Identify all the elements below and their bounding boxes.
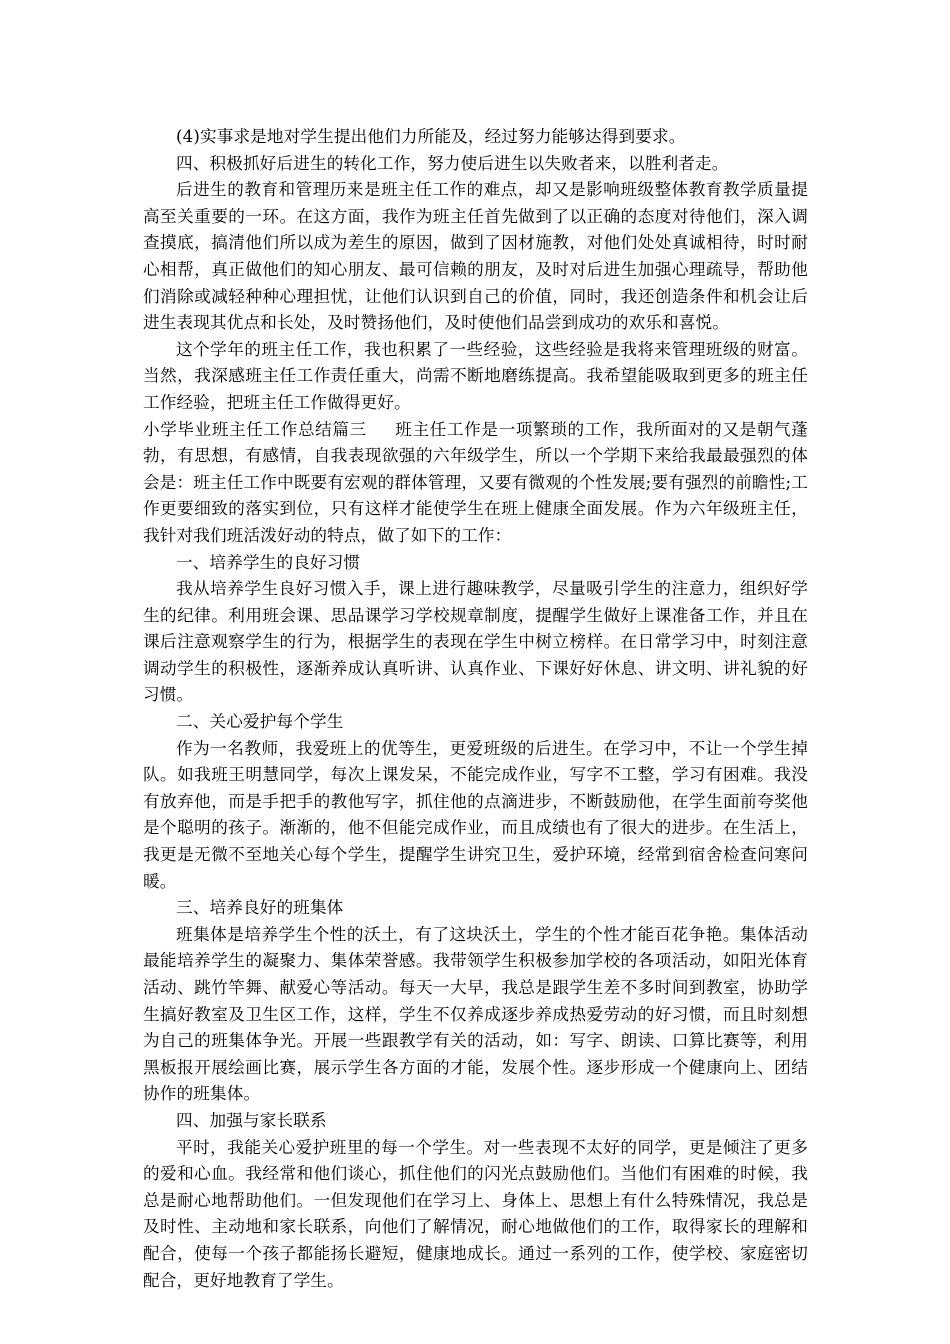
paragraph-care-students: 作为一名教师，我爱班上的优等生，更爱班级的后进生。在学习中，不让一个学生掉队。如我班王明慧同学，每次上课发呆，不能完成作业，写字不工整，学习有困难。我没有放弃他，而是手把手的教他写字，抓住他的点滴进步，不断鼓励他，在学生面前夸奖他是个聪明的孩子。渐渐的，他不但能完成作业，而且成绩也有了很大的进步。在生活上，我更是无微不至地关心每个学生，提醒学生讲究卫生，爱护环境，经常到宿舍检查问寒问暖。 <box>143 738 808 891</box>
heading-good-habits: 一、培养学生的良好习惯 <box>176 552 361 572</box>
heading-parent-contact: 四、加强与家长联系 <box>176 1110 327 1130</box>
document-body <box>143 124 808 1294</box>
paragraph-underachiever-education: 后进生的教育和管理历来是班主任工作的难点，却又是影响班级整体教育教学质量提高至关重要的一环。在这方面，我作为班主任首先做到了以正确的态度对待他们，深入调查摸底，搞清他们所以成为差生的原因，做到了因材施教，对他们处处真诚相待，时时耐心相帮，真正做他们的知心朋友、最可信赖的朋友，及时对后进生加强心理疏导，帮助他们消除或减轻种种心理担忧，让他们认识到自己的价值，同时，我还创造条件和机会让后进生表现其优点和长处，及时赞扬他们，及时使他们品尝到成功的欢乐和喜悦。 <box>143 180 808 333</box>
section-heading-underachievers: 四、积极抓好后进生的转化工作，努力使后进生以失败者来，以胜利者走。 <box>176 153 729 173</box>
list-item-4: (4)实事求是地对学生提出他们力所能及，经过努力能够达得到要求。 <box>176 127 686 146</box>
section-three-title: 小学毕业班主任工作总结篇三 <box>143 419 367 439</box>
heading-care-students: 二、关心爱护每个学生 <box>176 712 344 732</box>
heading-class-collective: 三、培养良好的班集体 <box>176 898 344 918</box>
section-three-intro: 班主任工作是一项繁琐的工作，我所面对的又是朝气蓬勃，有思想，有感情，自我表现欲强的六年级学生，所以一个学期下来给我最最强烈的体会是：班主任工作中既要有宏观的群体管理，又要有微观的个性发展;要有强烈的前瞻性;工作更要细致的落实到位，只有这样才能使学生在班上健康全面发展。作为六年级班主任，我针对我们班活泼好动的特点，做了如下的工作： <box>143 419 808 545</box>
section-three-block <box>143 417 808 550</box>
paragraph-year-summary: 这个学年的班主任工作，我也积累了一些经验，这些经验是我将来管理班级的财富。当然，我深感班主任工作责任重大，尚需不断地磨练提高。我希望能吸取到更多的班主任工作经验，把班主任工作做得更好。 <box>143 339 808 412</box>
paragraph-class-collective: 班集体是培养学生个性的沃土，有了这块沃土，学生的个性才能百花争艳。集体活动最能培养学生的凝聚力、集体荣誉感。我带领学生积极参加学校的各项活动，如阳光体育活动、跳竹竿舞、献爱心等活动。每天一大早，我总是跟学生差不多时间到教室，协助学生搞好教室及卫生区工作，这样，学生不仅养成逐步养成热爱劳动的好习惯，而且时刻想为自己的班集体争光。开展一些跟教学有关的活动，如：写字、朗读、口算比赛等，利用黑板报开展绘画比赛，展示学生各方面的才能，发展个性。逐步形成一个健康向上、团结协作的班集体。 <box>143 924 808 1104</box>
paragraph-parent-contact: 平时，我能关心爱护班里的每一个学生。对一些表现不太好的同学，更是倾注了更多的爱和心血。我经常和他们谈心，抓住他们的闪光点鼓励他们。当他们有困难的时候，我总是耐心地帮助他们。一但发现他们在学习上、身体上、思想上有什么特殊情况，我总是及时性、主动地和家长联系，向他们了解情况，耐心地做他们的工作，取得家长的理解和配合，使每一个孩子都能扬长避短，健康地成长。通过一系列的工作，使学校、家庭密切配合，更好地教育了学生。 <box>143 1137 808 1290</box>
paragraph-good-habits: 我从培养学生良好习惯入手，课上进行趣味教学，尽量吸引学生的注意力，组织好学生的纪律。利用班会课、思品课学习学校规章制度，提醒学生做好上课准备工作，并且在课后注意观察学生的行为，根据学生的表现在学生中树立榜样。在日常学习中，时刻注意调动学生的积极性，逐渐养成认真听讲、认真作业、下课好好休息、讲文明、讲礼貌的好习惯。 <box>143 579 808 705</box>
